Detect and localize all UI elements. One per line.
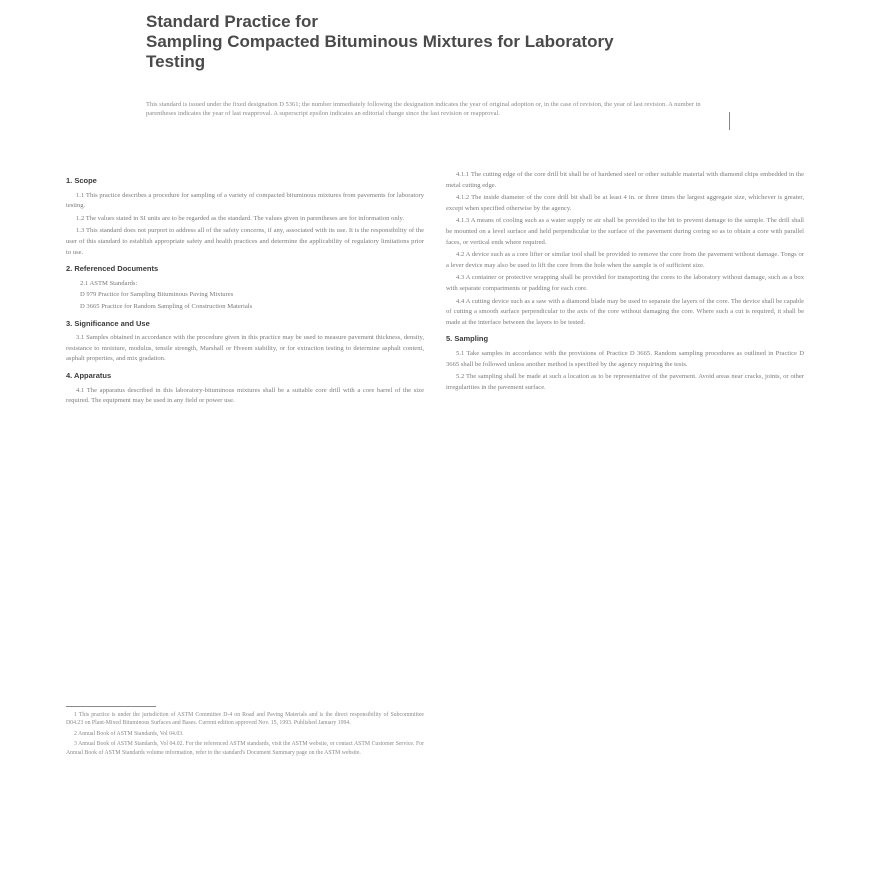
section-apparatus-continued bbox=[446, 170, 804, 328]
footnote: 3 Annual Book of ASTM Standards, Vol 04.02. For the referenced ASTM standards, visit the ASTM website, or contact ASTM Customer Service. For Annual Book of ASTM Standards volume information, refer to the standard's Document Summary page on the ASTM website. bbox=[66, 741, 424, 756]
paragraph: 4.2 A device such as a core lifter or similar tool shall be provided to remove the core from the pavement without damage. Tongs or a lever device may also be used to lift the core from the hole when the sample is of sufficient size. bbox=[446, 251, 804, 269]
section-heading: 4. Apparatus bbox=[66, 370, 112, 380]
paragraph: 5.2 The sampling shall be made at such a location as to be representative of the pavement. Avoid areas near cracks, joints, or other irregularities in the pavement surface. bbox=[446, 373, 804, 391]
section-heading: 5. Sampling bbox=[446, 334, 489, 344]
paragraph: 1.1 This practice describes a procedure for sampling of a variety of compacted bituminous mixtures from pavements for laboratory testing. bbox=[66, 191, 424, 210]
section-apparatus bbox=[66, 371, 424, 407]
footnote: 1 This practice is under the jurisdiction of ASTM Committee D-4 on Road and Paving Materials and is the direct responsibility of Subcommittee D04.23 on Plant-Mixed Bituminous Surfaces and Bases. Current edition approved Nov. 15, 1993. Published January 1994. bbox=[66, 712, 424, 727]
right-column bbox=[446, 170, 804, 395]
title-line-3: Testing bbox=[146, 52, 206, 71]
paragraph: 4.1.1 The cutting edge of the core drill bit shall be of hardened steel or other suitable material with diamond chips embedded in the metal cutting edge. bbox=[446, 171, 804, 189]
section-referenced-documents bbox=[66, 264, 424, 312]
paragraph: 3.1 Samples obtained in accordance with the procedure given in this practice may be used to measure pavement thickness, density, resistance to moisture, modulus, tensile strength, Marshall or Hveem stability, or for extraction testing to determine asphalt content, asphalt properties, and mix gradation. bbox=[66, 334, 424, 363]
reference-item: D 979 Practice for Sampling Bituminous Paving Mixtures bbox=[80, 291, 234, 299]
footnote-rule bbox=[66, 706, 156, 707]
section-heading: 3. Significance and Use bbox=[66, 318, 150, 328]
footnote: 2 Annual Book of ASTM Standards, Vol 04.03. bbox=[74, 730, 184, 737]
paragraph: 4.3 A container or protective wrapping shall be provided for transporting the cores to the laboratory without damage, such as a box with separate compartments or padding for each core. bbox=[446, 274, 804, 292]
title-line-2: Sampling Compacted Bituminous Mixtures for Laboratory bbox=[146, 32, 614, 51]
section-heading: 2. Referenced Documents bbox=[66, 264, 159, 274]
section-heading: 1. Scope bbox=[66, 176, 97, 185]
reference-item: D 3665 Practice for Random Sampling of Construction Materials bbox=[80, 302, 253, 310]
section-sampling bbox=[446, 334, 804, 393]
left-column bbox=[66, 170, 424, 409]
footnotes bbox=[66, 706, 424, 759]
paragraph: 4.1.3 A means of cooling such as a water supply or air shall be provided to the bit to prevent damage to the sample. The drill shall be mounted on a level surface and held perpendicular to the surface of the pavement during coring so as to obtain a core with parallel faces, or vertical ends where required. bbox=[446, 217, 804, 246]
designation-note-text: This standard is issued under the fixed designation D 5361; the number immediately following the designation indicates the year of original adoption or, in the case of revision, the year of last revision. A number in parentheses indicates the year of last reapproval. A superscript epsilon indicates an editorial change since the last revision or reapproval. bbox=[146, 101, 701, 117]
paragraph: 5.1 Take samples in accordance with the provisions of Practice D 3665. Random sampling procedures as outlined in Practice D 3665 shall be followed unless another method is specified by the agency requiring the tests. bbox=[446, 349, 804, 368]
section-significance bbox=[66, 319, 424, 365]
margin-rule bbox=[729, 112, 730, 130]
designation-note bbox=[146, 100, 724, 118]
paragraph: 1.3 This standard does not purport to address all of the safety concerns, if any, associated with its use. It is the responsibility of the user of this standard to establish appropriate safety and health practices and determine the applicability of regulatory limitations prior to use. bbox=[66, 227, 424, 256]
paragraph: 1.2 The values stated in SI units are to be regarded as the standard. The values given in parentheses are for information only. bbox=[76, 214, 404, 222]
document-title bbox=[146, 12, 746, 72]
reference-item: 2.1 ASTM Standards: bbox=[80, 279, 138, 287]
section-scope bbox=[66, 176, 424, 258]
paragraph: 4.1 The apparatus described in this laboratory-bituminous mixtures shall be a suitable core drill with a core barrel of the size required. The equipment may be used in any field or power use. bbox=[66, 386, 424, 405]
title-line-1: Standard Practice for bbox=[146, 12, 318, 31]
paragraph: 4.1.2 The inside diameter of the core drill bit shall be at least 4 in. or three times the largest aggregate size, whichever is greater, except when specified otherwise by the agency. bbox=[446, 194, 804, 212]
paragraph: 4.4 A cutting device such as a saw with a diamond blade may be used to separate the layers of the core. The device shall be capable of cutting a smooth surface perpendicular to the axis of the core without damaging the core. Where such a cut is required, it shall be made at the interface between the layers to be tested. bbox=[446, 297, 804, 326]
